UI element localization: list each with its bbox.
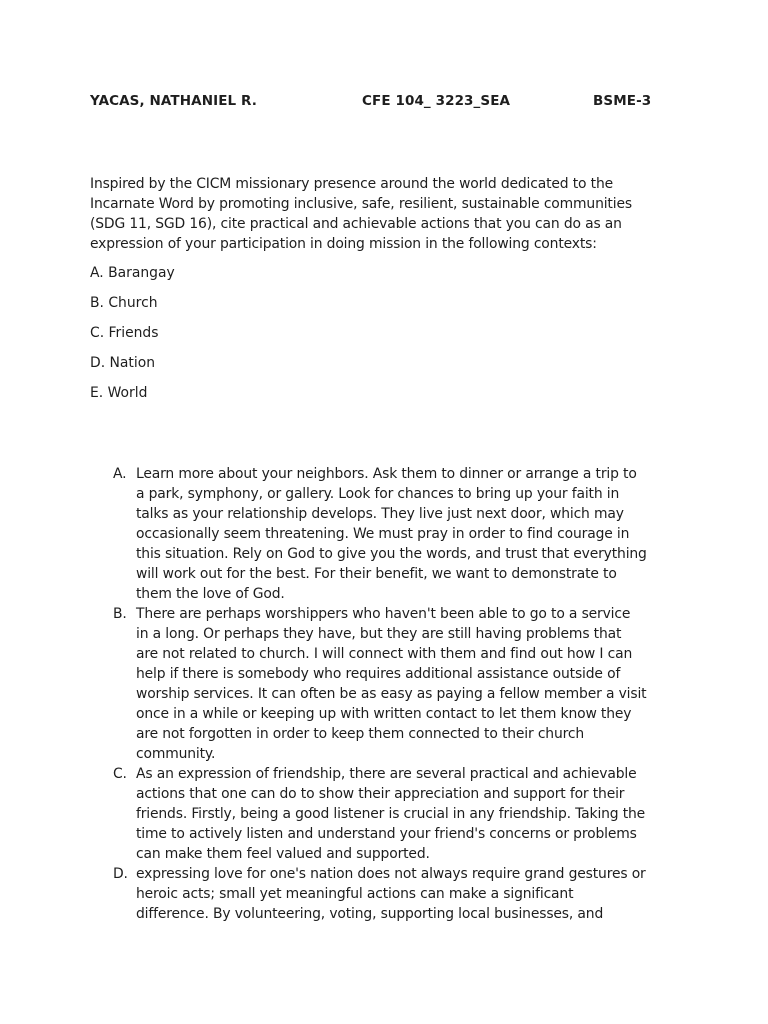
answer-line: are not forgotten in order to keep them connected to their church [136,726,585,742]
program-section: BSME-3 [593,93,652,109]
course-code: CFE 104_ 3223_SEA [362,93,511,109]
document-header [90,93,690,113]
answer-line: Learn more about your neighbors. Ask them to dinner or arrange a trip to [136,466,637,482]
answer-line: a park, symphony, or gallery. Look for chances to bring up your faith in [136,486,620,502]
answer-line: them the love of God. [136,586,285,602]
answer-line: in a long. Or perhaps they have, but they are still having problems that [136,626,622,642]
answer-line: help if there is somebody who requires additional assistance outside of [136,666,621,682]
answer-line: expressing love for one's nation does not always require grand gestures or [136,866,646,882]
context-item-world: E. World [90,385,148,401]
answer-barangay [0,464,768,604]
student-name: YACAS, NATHANIEL R. [90,93,258,109]
answer-letter: B. [113,606,127,622]
answer-church [0,604,768,764]
answer-line: time to actively listen and understand your friend's concerns or problems [136,826,637,842]
answer-line: once in a while or keeping up with written contact to let them know they [136,706,632,722]
answer-line: actions that one can do to show their appreciation and support for their [136,786,625,802]
answer-line: difference. By volunteering, voting, supporting local businesses, and [136,906,604,922]
answer-line: As an expression of friendship, there are several practical and achievable [136,766,637,782]
context-item-friends: C. Friends [90,325,159,341]
answer-text [136,764,696,864]
context-item-barangay: A. Barangay [90,265,175,281]
answer-letter: C. [113,766,127,782]
answer-nation [0,864,768,924]
answer-line: heroic acts; small yet meaningful actions can make a significant [136,886,574,902]
answer-letter: D. [113,866,128,882]
answer-text [136,864,696,924]
prompt-line: expression of your participation in doing mission in the following contexts: [90,236,597,252]
answer-line: There are perhaps worshippers who haven't been able to go to a service [136,606,631,622]
prompt-line: (SDG 11, SGD 16), cite practical and achievable actions that you can do as an [90,216,622,232]
answer-line: can make them feel valued and supported. [136,846,430,862]
answer-line: will work out for the best. For their benefit, we want to demonstrate to [136,566,617,582]
answer-line: talks as your relationship develops. They live just next door, which may [136,506,624,522]
answer-line: worship services. It can often be as easy as paying a fellow member a visit [136,686,647,702]
answer-list [0,464,768,924]
context-list [90,263,175,413]
answer-line: friends. Firstly, being a good listener is crucial in any friendship. Taking the [136,806,646,822]
prompt-line: Inspired by the CICM missionary presence around the world dedicated to the [90,176,613,192]
answer-friends [0,764,768,864]
answer-line: this situation. Rely on God to give you the words, and trust that everything [136,546,647,562]
answer-text [136,464,696,604]
context-item-church: B. Church [90,295,158,311]
prompt-line: Incarnate Word by promoting inclusive, safe, resilient, sustainable communities [90,196,632,212]
context-item-nation: D. Nation [90,355,156,371]
question-prompt [90,174,670,254]
answer-line: occasionally seem threatening. We must pray in order to find courage in [136,526,630,542]
answer-line: are not related to church. I will connect with them and find out how I can [136,646,633,662]
answer-letter: A. [113,466,127,482]
answer-line: community. [136,746,216,762]
answer-text [136,604,696,764]
